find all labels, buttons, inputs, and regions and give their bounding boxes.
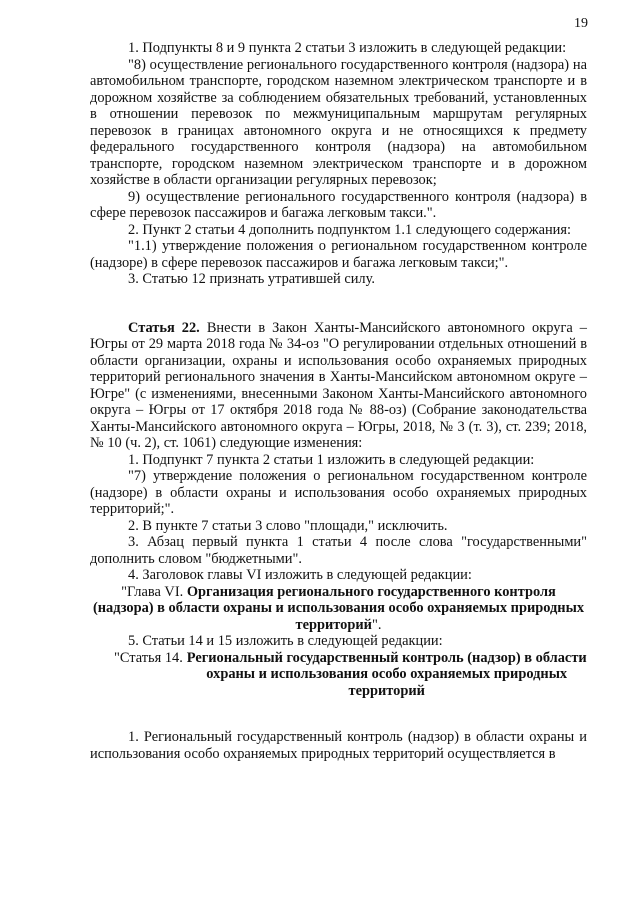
paragraph: "8) осуществление регионального государственного контроля (надзора) на автомобильном транспорте, городском наземном электрическом транспорте и в дорожном хозяйстве за соблюдением обязательных требований, установленных в отношении перевозок по межмуниципальным маршрутам регулярных перевозок в границах автономного округа и не относящихся к предмету федерального государственного контроля (надзора) на автомобильном транспорте, городском наземном электрическом транспорте и в дорожном хозяйстве в области организации регулярных перевозок; [90, 56, 587, 188]
paragraph: 1. Подпункты 8 и 9 пункта 2 статьи 3 изложить в следующей редакции: [128, 40, 567, 56]
paragraph: 3. Статью 12 признать утратившей силу. [128, 271, 375, 287]
spacer [90, 699, 587, 729]
chapter-heading-lead: "Глава VI. [121, 583, 187, 600]
paragraph: 3. Абзац первый пункта 1 статьи 4 после слова "государственными" дополнить словом "бюджетными". [90, 534, 587, 567]
document-body [90, 40, 587, 762]
paragraph: 2. Пункт 2 статьи 4 дополнить подпунктом 1.1 следующего содержания: [128, 221, 572, 238]
spacer [90, 288, 587, 320]
article-14-heading-lead: "Статья 14. [114, 649, 187, 666]
article-22-paragraph [90, 320, 587, 452]
paragraph: 5. Статьи 14 и 15 изложить в следующей редакции: [128, 633, 443, 649]
page-number: 19 [574, 16, 588, 31]
paragraph: 2. В пункте 7 статьи 3 слово "площади," исключить. [128, 517, 448, 534]
paragraph: 1. Подпункт 7 пункта 2 статьи 1 изложить в следующей редакции: [128, 451, 535, 468]
article-14-heading [90, 650, 587, 700]
paragraph: 9) осуществление регионального государственного контроля (надзора) в сфере перевозок пассажиров и багажа легковым такси.". [90, 188, 587, 221]
paragraph: "7) утверждение положения о региональном государственном контроле (надзоре) в области охраны и использования особо охраняемых природных территорий;". [90, 468, 587, 517]
article-22-text: Внести в Закон Ханты-Мансийского автономного округа – Югры от 29 марта 2018 года № 34-оз "О регулировании отдельных отношений в области организации, охраны и использования особо охраняемых природных территорий регионального значения в Ханты-Мансийском автономном округе – Югре" (с изменениями, внесенными Законом Ханты-Мансийского автономного округа – Югры от 17 октября 2018 года № 88-оз) (Собрание законодательства Ханты-Мансийского автономного округа – Югры, 2018, № 3 (т. 3), ст. 239; 2018, № 10 (ч. 2), ст. 1061) следующие изменения: [90, 319, 587, 451]
paragraph: "1.1) утверждение положения о региональном государственном контроле (надзоре) в сфере перевозок пассажиров и багажа легковым такси;". [90, 238, 587, 271]
article-14-heading-title: Региональный государственный контроль (надзор) в области охраны и использования особо охраняемых природных территорий [186, 649, 587, 699]
article-22-label: Статья 22. [128, 319, 200, 336]
chapter-heading-tail: ". [371, 616, 382, 633]
paragraph: 4. Заголовок главы VI изложить в следующей редакции: [128, 567, 472, 583]
chapter-heading-title: Организация регионального государственного контроля (надзора) в области охраны и использования особо охраняемых природных территорий [92, 583, 585, 633]
paragraph: 1. Региональный государственный контроль (надзор) в области охраны и использования особо охраняемых природных территорий осуществляется в [90, 729, 587, 762]
chapter-heading [90, 584, 587, 634]
